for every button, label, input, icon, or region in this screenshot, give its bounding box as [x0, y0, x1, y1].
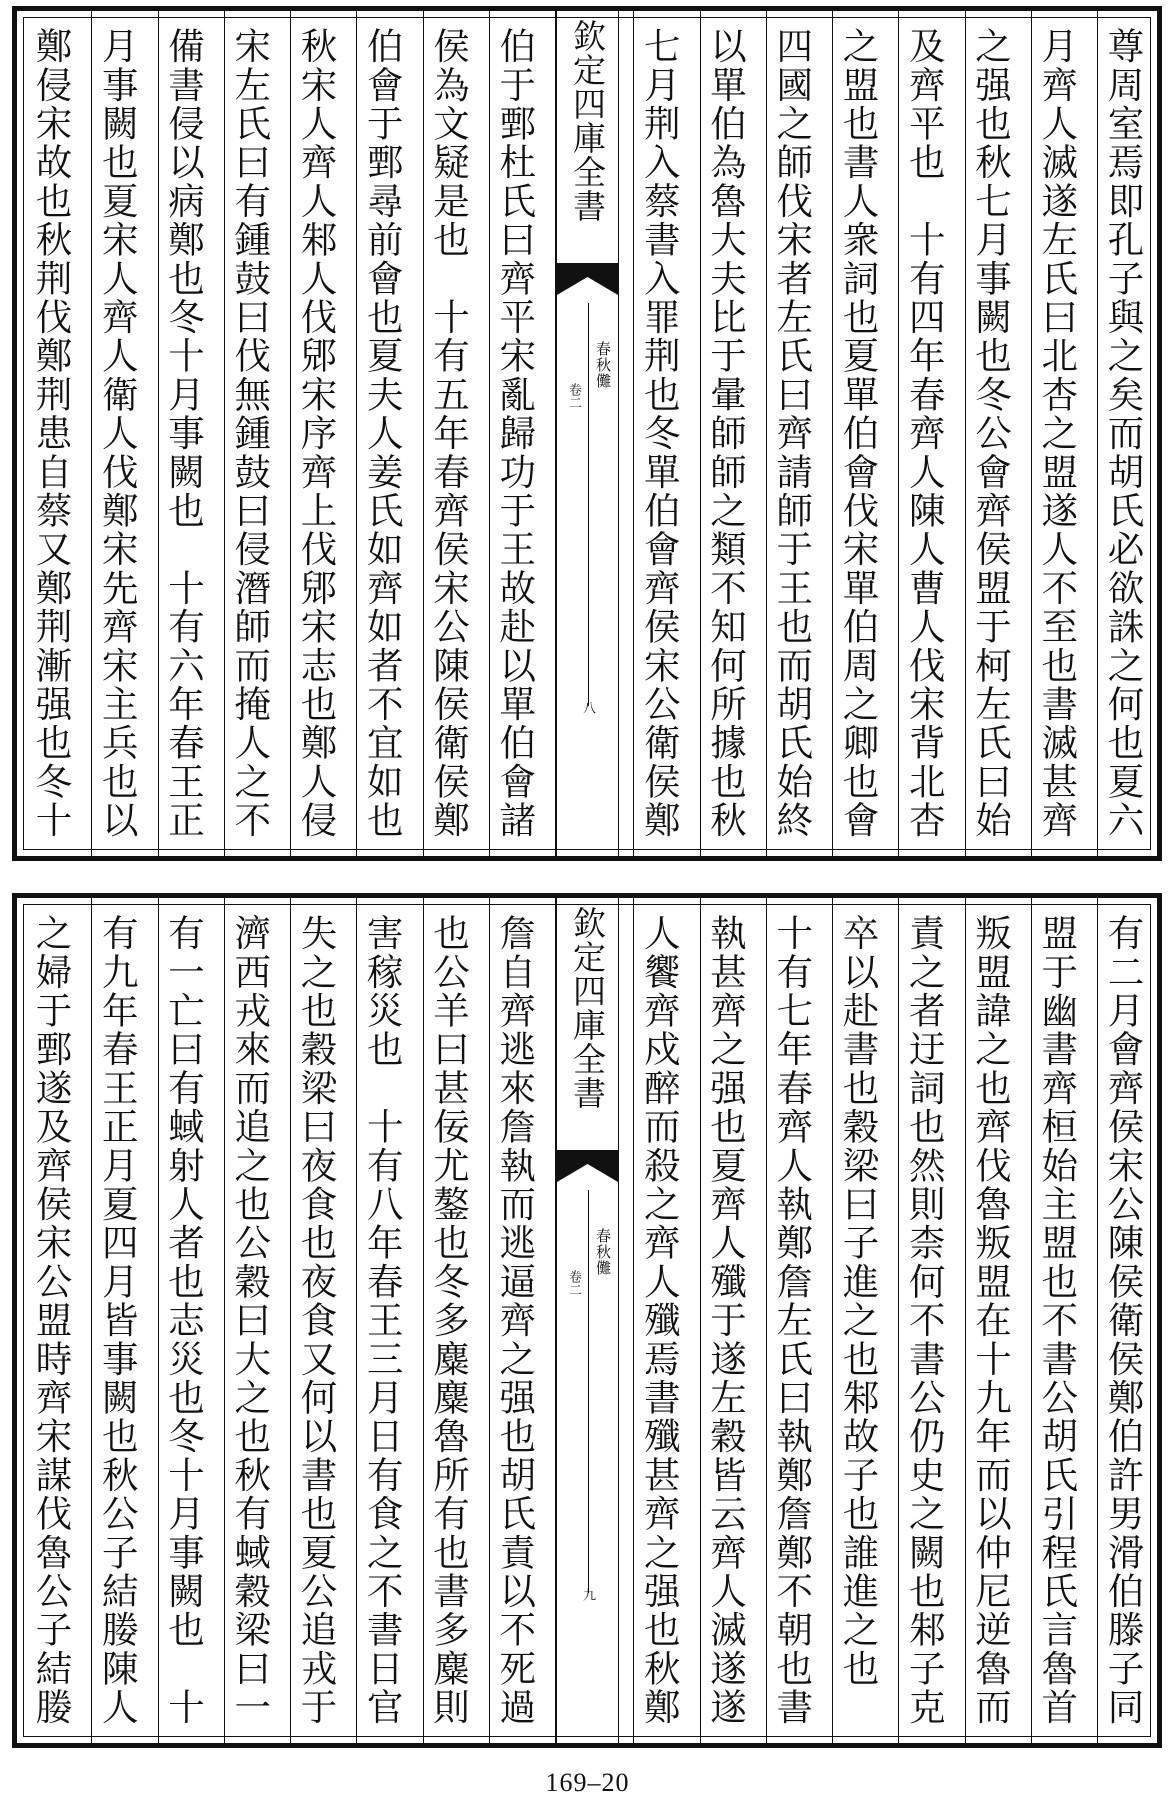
column-text: 失之也穀梁曰夜食也夜食又何以書也夏公追戎于 [295, 914, 338, 1727]
fold-column [555, 898, 619, 1743]
column-text: 伯會于鄄尋前會也夏夫人姜氏如齊如者不宜如也 [361, 27, 405, 840]
fold-book-title: 春秋儺 [594, 1228, 612, 1276]
fold-rule [588, 1190, 589, 1593]
text-column [356, 898, 408, 1743]
text-column [766, 898, 818, 1743]
column-text: 鄭侵宋故也秋荆伐鄭荆患自蔡又鄭荆漸强也冬十 [30, 27, 73, 840]
text-column [25, 11, 77, 856]
fold-title: 欽定四庫全書 [568, 19, 607, 223]
column-text: 卒以赴書也穀梁曰子進之也邾故子也誰進之也 [837, 914, 880, 1688]
column-text: 伯于鄄杜氏曰齊平宋亂歸功于王故赴以單伯會諸 [493, 27, 537, 840]
text-columns [17, 898, 1157, 1743]
text-column [633, 11, 685, 856]
fold-volume: 卷二 [566, 383, 581, 409]
text-column [832, 898, 884, 1743]
column-text: 四國之師伐宋者左氏曰齊請師于王也而胡氏始終 [770, 27, 814, 840]
text-column [1097, 898, 1149, 1743]
column-text: 也公羊曰甚佞尤鏊也冬多麋麋魯所有也書多麋則 [427, 914, 471, 1727]
column-text: 之强也秋七月事闕也冬公會齊侯盟于柯左氏曰始 [969, 27, 1013, 840]
text-column [1031, 898, 1083, 1743]
column-text: 宋左氏曰有鍾鼓曰伐無鍾鼓曰侵潛師而掩人之不 [228, 27, 272, 840]
text-column [158, 898, 210, 1743]
column-text: 詹自齊逃來詹執而逃逼齊之强也胡氏責以不死過 [493, 914, 537, 1727]
column-text: 人饗齊戍醉而殺之齊人殲焉書殲甚齊之强也秋鄭 [638, 914, 682, 1727]
column-text: 侯為文疑是也 十有五年春齊侯宋公陳侯衛侯鄭 [427, 27, 471, 840]
text-column [1097, 11, 1149, 856]
column-text: 十有七年春齊人執鄭詹左氏曰執鄭詹鄭不朝也書 [770, 914, 814, 1727]
top-leaf [12, 6, 1162, 861]
fold-title: 欽定四庫全書 [568, 906, 607, 1110]
text-column [965, 898, 1017, 1743]
column-text: 尊周室焉即孔子與之矣而胡氏必欲誅之何也夏六 [1102, 27, 1145, 840]
text-column [25, 898, 77, 1743]
text-column [423, 898, 475, 1743]
column-text: 月齊人滅遂左氏曰北杏之盟遂人不至也書滅甚齊 [1035, 27, 1079, 840]
text-column [91, 11, 143, 856]
bottom-leaf [12, 893, 1162, 1748]
column-text: 之婦于鄄遂及齊侯宋公盟時齊宋謀伐魯公子結媵 [30, 914, 73, 1727]
fishtail-mark-icon [557, 263, 618, 303]
column-text: 有一亡曰有蜮射人者也志災也冬十月事闕也 十 [162, 914, 206, 1727]
text-column [224, 898, 276, 1743]
text-column [356, 11, 408, 856]
column-text: 責之者迂詞也然則柰何不書公仍史之闕也邾子克 [903, 914, 947, 1727]
text-column [224, 11, 276, 856]
text-column [290, 898, 342, 1743]
column-text: 盟于幽書齊桓始主盟也不書公胡氏引程氏言魯首 [1035, 914, 1079, 1727]
column-text: 月事闕也夏宋人齊人衛人伐鄭宋先齊宋主兵也以 [96, 27, 140, 840]
column-text: 備書侵以病鄭也冬十月事闕也 十有六年春王正 [162, 27, 206, 840]
text-columns [17, 11, 1157, 856]
text-column [489, 898, 541, 1743]
text-column [158, 11, 210, 856]
column-text: 濟西戎來而追之也公穀曰大之也秋有蜮穀梁曰一 [228, 914, 272, 1727]
text-column [700, 898, 752, 1743]
column-text: 秋宋人齊人邾人伐郳宋序齊上伐郳宋志也鄭人侵 [295, 27, 338, 840]
fold-page-number: 九 [580, 1588, 595, 1601]
page-number: 169–20 [545, 1768, 630, 1797]
column-text: 害稼災也 十有八年春王三月日有食之不書日官 [361, 914, 405, 1727]
text-column [1031, 11, 1083, 856]
fold-book-title: 春秋儺 [594, 341, 612, 389]
column-text: 執甚齊之强也夏齊人殲于遂左穀皆云齊人滅遂遂 [704, 914, 748, 1727]
column-text: 七月荆入蔡書入罪荆也冬單伯會齊侯宋公衛侯鄭 [638, 27, 682, 840]
text-column [700, 11, 752, 856]
fold-volume: 卷二 [566, 1270, 581, 1296]
column-text: 有二月會齊侯宋公陳侯衛侯鄭伯許男滑伯滕子同 [1102, 914, 1145, 1727]
column-text: 及齊平也 十有四年春齊人陳人曹人伐宋背北杏 [903, 27, 947, 840]
column-text: 之盟也書人衆詞也夏單伯會伐宋單伯周之卿也會 [837, 27, 880, 840]
fishtail-mark-icon [557, 1150, 618, 1190]
fold-column [555, 11, 619, 856]
text-column [290, 11, 342, 856]
column-text: 以單伯為魯大夫比于暈師師之類不知何所據也秋 [704, 27, 748, 840]
column-text: 叛盟諱之也齊伐魯叛盟在十九年而以仲尼逆魯而 [969, 914, 1013, 1727]
text-column [898, 11, 950, 856]
column-text: 有九年春王正月夏四月皆事闕也秋公子結媵陳人 [96, 914, 140, 1727]
fold-page-number: 八 [580, 701, 595, 714]
text-column [423, 11, 475, 856]
text-column [898, 898, 950, 1743]
text-column [633, 898, 685, 1743]
text-column [91, 898, 143, 1743]
text-column [489, 11, 541, 856]
text-column [766, 11, 818, 856]
text-column [965, 11, 1017, 856]
text-column [832, 11, 884, 856]
fold-rule [588, 303, 589, 706]
